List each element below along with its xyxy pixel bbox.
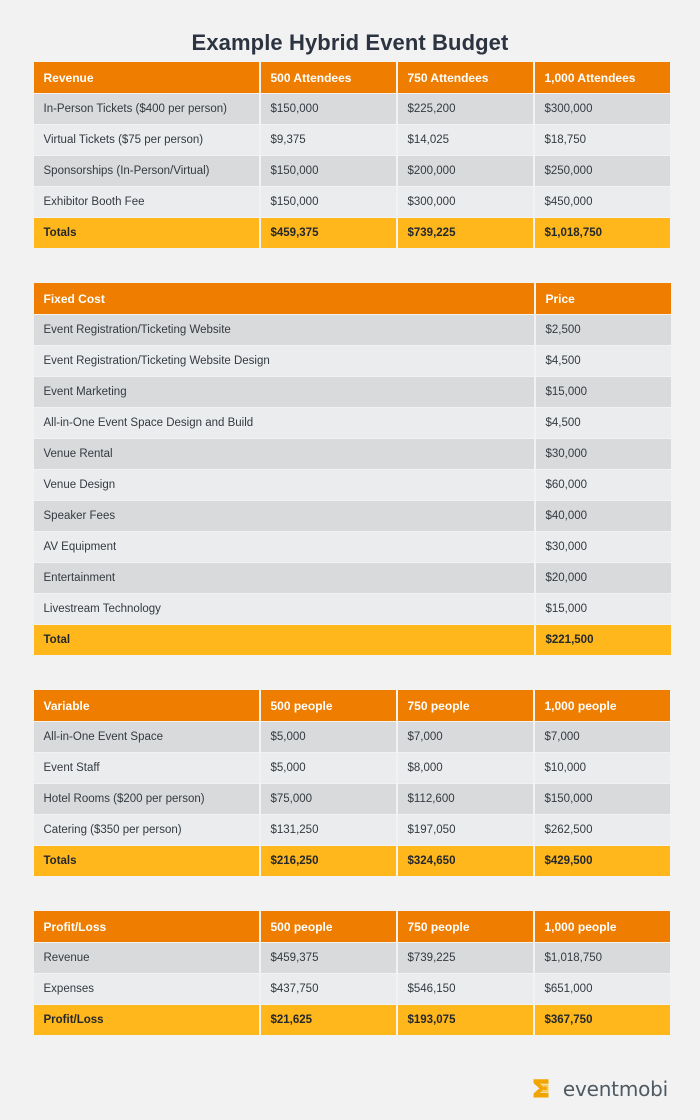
row-value: $262,500 bbox=[535, 815, 670, 845]
column-header-500-people: 500 people bbox=[261, 911, 396, 942]
row-value: $112,600 bbox=[398, 784, 533, 814]
total-value: $21,625 bbox=[261, 1005, 396, 1035]
row-label: Sponsorships (In-Person/Virtual) bbox=[34, 156, 259, 186]
row-value: $225,200 bbox=[398, 94, 533, 124]
table-row bbox=[34, 470, 671, 500]
row-value: $300,000 bbox=[535, 94, 670, 124]
row-value: $546,150 bbox=[398, 974, 533, 1004]
total-value: $324,650 bbox=[398, 846, 533, 876]
row-value: $4,500 bbox=[536, 408, 671, 438]
total-value: $193,075 bbox=[398, 1005, 533, 1035]
variable-table-wrap bbox=[32, 689, 669, 877]
column-header-1000-attendees: 1,000 Attendees bbox=[535, 62, 670, 93]
table-spacer bbox=[0, 877, 700, 910]
row-label: Venue Rental bbox=[34, 439, 534, 469]
total-label: Totals bbox=[34, 846, 259, 876]
row-value: $150,000 bbox=[261, 156, 396, 186]
row-value: $459,375 bbox=[261, 943, 396, 973]
table-total-row bbox=[34, 218, 670, 248]
table-row bbox=[34, 815, 670, 845]
row-value: $9,375 bbox=[261, 125, 396, 155]
column-header-750-people: 750 people bbox=[398, 911, 533, 942]
brand-footer bbox=[529, 1076, 668, 1102]
table-row bbox=[34, 346, 671, 376]
row-value: $5,000 bbox=[261, 753, 396, 783]
row-value: $30,000 bbox=[536, 532, 671, 562]
brand-wordmark: eventmobi bbox=[562, 1077, 668, 1101]
column-header-fixed-cost: Fixed Cost bbox=[34, 283, 534, 314]
column-header-revenue: Revenue bbox=[34, 62, 259, 93]
table-header-row bbox=[34, 911, 670, 942]
table-row bbox=[34, 594, 671, 624]
table-row bbox=[34, 974, 670, 1004]
total-value: $739,225 bbox=[398, 218, 533, 248]
variable-table bbox=[32, 689, 672, 877]
row-label: In-Person Tickets ($400 per person) bbox=[34, 94, 259, 124]
column-header-750-attendees: 750 Attendees bbox=[398, 62, 533, 93]
table-row bbox=[34, 563, 671, 593]
row-value: $150,000 bbox=[535, 784, 670, 814]
table-row bbox=[34, 408, 671, 438]
table-row bbox=[34, 156, 670, 186]
table-row bbox=[34, 532, 671, 562]
row-label: Event Marketing bbox=[34, 377, 534, 407]
column-header-1000-people: 1,000 people bbox=[535, 911, 670, 942]
table-total-row bbox=[34, 1005, 670, 1035]
table-spacer bbox=[0, 656, 700, 689]
total-value: $1,018,750 bbox=[535, 218, 670, 248]
row-label: AV Equipment bbox=[34, 532, 534, 562]
fixed-cost-table-wrap bbox=[32, 282, 669, 656]
table-row bbox=[34, 943, 670, 973]
row-value: $437,750 bbox=[261, 974, 396, 1004]
table-row bbox=[34, 501, 671, 531]
row-value: $250,000 bbox=[535, 156, 670, 186]
table-header-row bbox=[34, 690, 670, 721]
column-header-price: Price bbox=[536, 283, 671, 314]
revenue-table bbox=[32, 61, 672, 249]
total-label: Profit/Loss bbox=[34, 1005, 259, 1035]
row-label: All-in-One Event Space bbox=[34, 722, 259, 752]
row-value: $15,000 bbox=[536, 377, 671, 407]
row-value: $75,000 bbox=[261, 784, 396, 814]
table-row bbox=[34, 753, 670, 783]
total-value: $367,750 bbox=[535, 1005, 670, 1035]
row-value: $40,000 bbox=[536, 501, 671, 531]
row-value: $131,250 bbox=[261, 815, 396, 845]
row-label: Livestream Technology bbox=[34, 594, 534, 624]
total-label: Totals bbox=[34, 218, 259, 248]
total-value: $459,375 bbox=[261, 218, 396, 248]
profit-loss-table-wrap bbox=[32, 910, 669, 1036]
table-header-row bbox=[34, 283, 671, 314]
table-row bbox=[34, 187, 670, 217]
row-value: $10,000 bbox=[535, 753, 670, 783]
row-value: $450,000 bbox=[535, 187, 670, 217]
total-label: Total bbox=[34, 625, 534, 655]
row-value: $30,000 bbox=[536, 439, 671, 469]
row-value: $2,500 bbox=[536, 315, 671, 345]
row-value: $1,018,750 bbox=[535, 943, 670, 973]
row-value: $150,000 bbox=[261, 187, 396, 217]
column-header-1000-people: 1,000 people bbox=[535, 690, 670, 721]
table-row bbox=[34, 439, 671, 469]
row-label: Catering ($350 per person) bbox=[34, 815, 259, 845]
table-total-row bbox=[34, 625, 671, 655]
table-header-row bbox=[34, 62, 670, 93]
table-row bbox=[34, 94, 670, 124]
row-value: $197,050 bbox=[398, 815, 533, 845]
row-value: $18,750 bbox=[535, 125, 670, 155]
row-value: $15,000 bbox=[536, 594, 671, 624]
row-value: $150,000 bbox=[261, 94, 396, 124]
column-header-500-attendees: 500 Attendees bbox=[261, 62, 396, 93]
row-value: $7,000 bbox=[398, 722, 533, 752]
row-label: Expenses bbox=[34, 974, 259, 1004]
profit-loss-table bbox=[32, 910, 672, 1036]
row-label: Event Registration/Ticketing Website Design bbox=[34, 346, 534, 376]
row-value: $8,000 bbox=[398, 753, 533, 783]
row-value: $739,225 bbox=[398, 943, 533, 973]
row-value: $200,000 bbox=[398, 156, 533, 186]
table-row bbox=[34, 125, 670, 155]
column-header-profit-loss: Profit/Loss bbox=[34, 911, 259, 942]
row-value: $4,500 bbox=[536, 346, 671, 376]
table-row bbox=[34, 784, 670, 814]
page-title: Example Hybrid Event Budget bbox=[191, 30, 509, 55]
fixed-cost-table bbox=[32, 282, 673, 656]
column-header-500-people: 500 people bbox=[261, 690, 396, 721]
row-value: $5,000 bbox=[261, 722, 396, 752]
total-value: $216,250 bbox=[261, 846, 396, 876]
row-value: $300,000 bbox=[398, 187, 533, 217]
row-label: Entertainment bbox=[34, 563, 534, 593]
total-value: $429,500 bbox=[535, 846, 670, 876]
revenue-table-wrap bbox=[32, 61, 669, 249]
row-label: Hotel Rooms ($200 per person) bbox=[34, 784, 259, 814]
row-label: Event Staff bbox=[34, 753, 259, 783]
row-label: Virtual Tickets ($75 per person) bbox=[34, 125, 259, 155]
row-value: $60,000 bbox=[536, 470, 671, 500]
row-value: $20,000 bbox=[536, 563, 671, 593]
row-label: Speaker Fees bbox=[34, 501, 534, 531]
row-value: $14,025 bbox=[398, 125, 533, 155]
column-header-variable: Variable bbox=[34, 690, 259, 721]
row-value: $7,000 bbox=[535, 722, 670, 752]
column-header-750-people: 750 people bbox=[398, 690, 533, 721]
table-row bbox=[34, 315, 671, 345]
row-label: Revenue bbox=[34, 943, 259, 973]
row-label: Venue Design bbox=[34, 470, 534, 500]
table-row bbox=[34, 722, 670, 752]
total-value: $221,500 bbox=[536, 625, 671, 655]
row-label: Exhibitor Booth Fee bbox=[34, 187, 259, 217]
table-total-row bbox=[34, 846, 670, 876]
row-label: Event Registration/Ticketing Website bbox=[34, 315, 534, 345]
table-row bbox=[34, 377, 671, 407]
row-value: $651,000 bbox=[535, 974, 670, 1004]
table-spacer bbox=[0, 249, 700, 282]
eventmobi-sigma-icon bbox=[529, 1076, 555, 1102]
row-label: All-in-One Event Space Design and Build bbox=[34, 408, 534, 438]
